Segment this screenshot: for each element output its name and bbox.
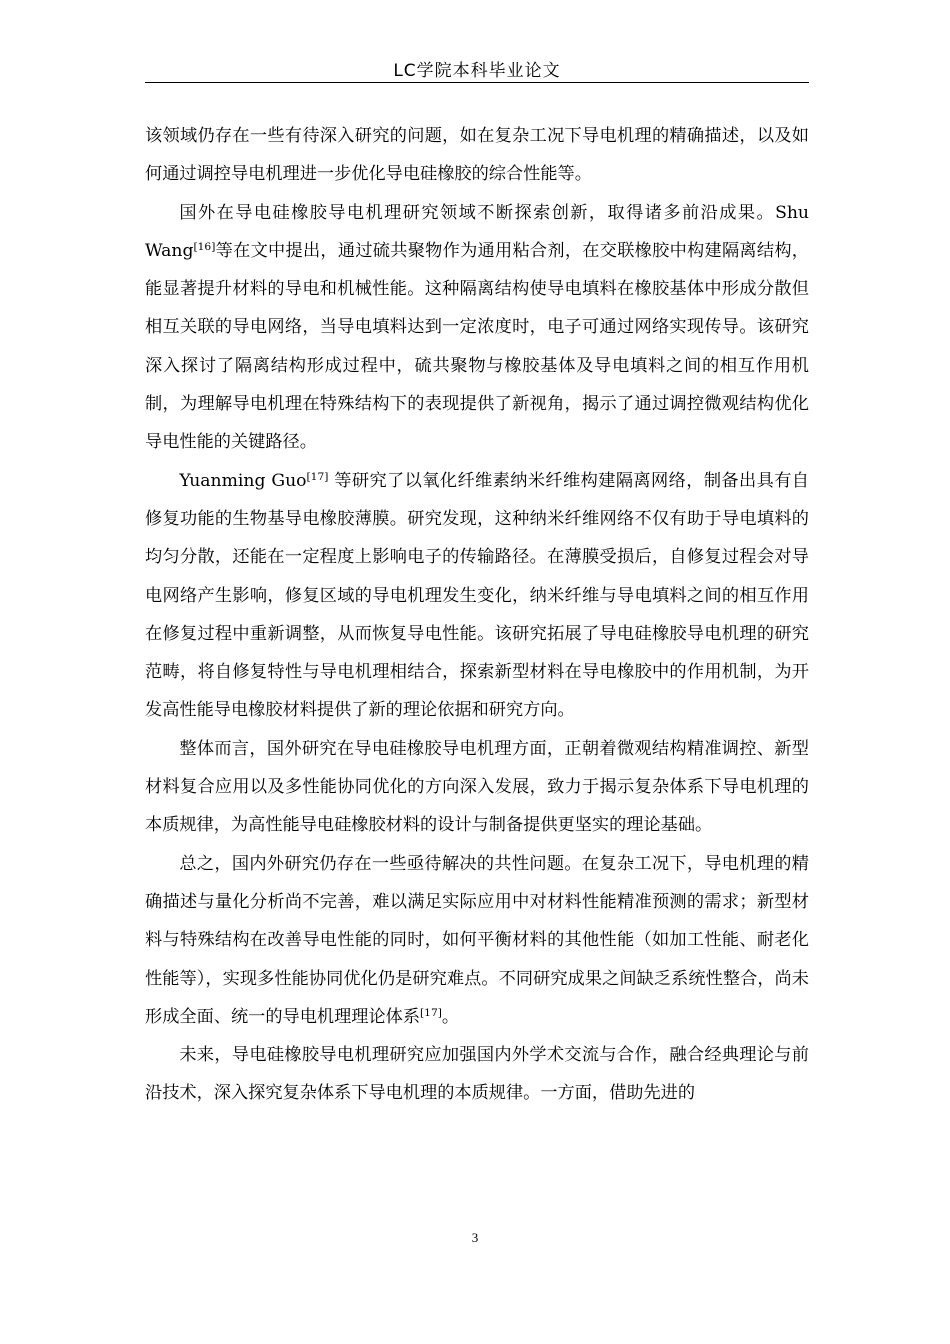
paragraph-text: 国外在导电硅橡胶导电机理研究领域不断探索创新，取得诸多前沿成果。Shu Wang [145,202,809,261]
citation-ref: [16] [193,240,216,254]
paragraph [145,117,809,194]
paragraph-text: 总之，国内外研究仍存在一些亟待解决的共性问题。在复杂工况下，导电机理的精确描述与量化分析尚不完善，难以满足实际应用中对材料性能精准预测的需求；新型材料与特殊结构在改善导电性能的同时，如何平衡材料的其他性能（如加工性能、耐老化性能等），实现多性能协同优化仍是研究难点。不同研究成果之间缺乏系统性整合，尚未形成全面、统一的导电机理理论体系 [145,853,809,1027]
citation-ref: [17] [306,469,329,483]
paragraph [145,730,809,845]
paragraph [145,1036,809,1113]
paragraph-text: 等研究了以氧化纤维素纳米纤维构建隔离网络，制备出具有自修复功能的生物基导电橡胶薄膜。研究发现，这种纳米纤维网络不仅有助于导电填料的均匀分散，还能在一定程度上影响电子的传输路径。在薄膜受损后，自修复过程会对导电网络产生影响，修复区域的导电机理发生变化，纳米纤维与导电填料之间的相互作用在修复过程中重新调整，从而恢复导电性能。该研究拓展了导电硅橡胶导电机理的研究范畴，将自修复特性与导电机理相结合，探索新型材料在导电橡胶中的作用机制，为开发高性能导电橡胶材料提供了新的理论依据和研究方向。 [145,470,809,721]
paragraph [145,462,809,730]
running-header: LC学院本科毕业论文 [393,61,561,81]
header-rule [145,82,809,83]
paragraph-text: 。 [441,1006,460,1027]
paragraph-text: Yuanming Guo [179,470,307,491]
paragraph-text: 等在文中提出，通过硫共聚物作为通用粘合剂，在交联橡胶中构建隔离结构，能显著提升材料的导电和机械性能。这种隔离结构使导电填料在橡胶基体中形成分散但相互关联的导电网络，当导电填料达到一定浓度时，电子可通过网络实现传导。该研究深入探讨了隔离结构形成过程中，硫共聚物与橡胶基体及导电填料之间的相互作用机制，为理解导电机理在特殊结构下的表现提供了新视角，揭示了通过调控微观结构优化导电性能的关键路径。 [145,240,809,453]
page-number: 3 [471,1230,479,1245]
paragraph-text: 该领域仍存在一些有待深入研究的问题，如在复杂工况下导电机理的精确描述，以及如何通过调控导电机理进一步优化导电硅橡胶的综合性能等。 [145,126,809,185]
paragraph [145,845,809,1036]
citation-ref: [17] [420,1005,442,1019]
paragraph [145,194,809,462]
paragraph-text: 未来，导电硅橡胶导电机理研究应加强国内外学术交流与合作，融合经典理论与前沿技术，深入探究复杂体系下导电机理的本质规律。一方面，借助先进的 [145,1045,809,1104]
paragraph-text: 整体而言，国外研究在导电硅橡胶导电机理方面，正朝着微观结构精准调控、新型材料复合应用以及多性能协同优化的方向深入发展，致力于揭示复杂体系下导电机理的本质规律，为高性能导电硅橡胶材料的设计与制备提供更坚实的理论基础。 [145,738,809,836]
body-text [145,117,809,1113]
